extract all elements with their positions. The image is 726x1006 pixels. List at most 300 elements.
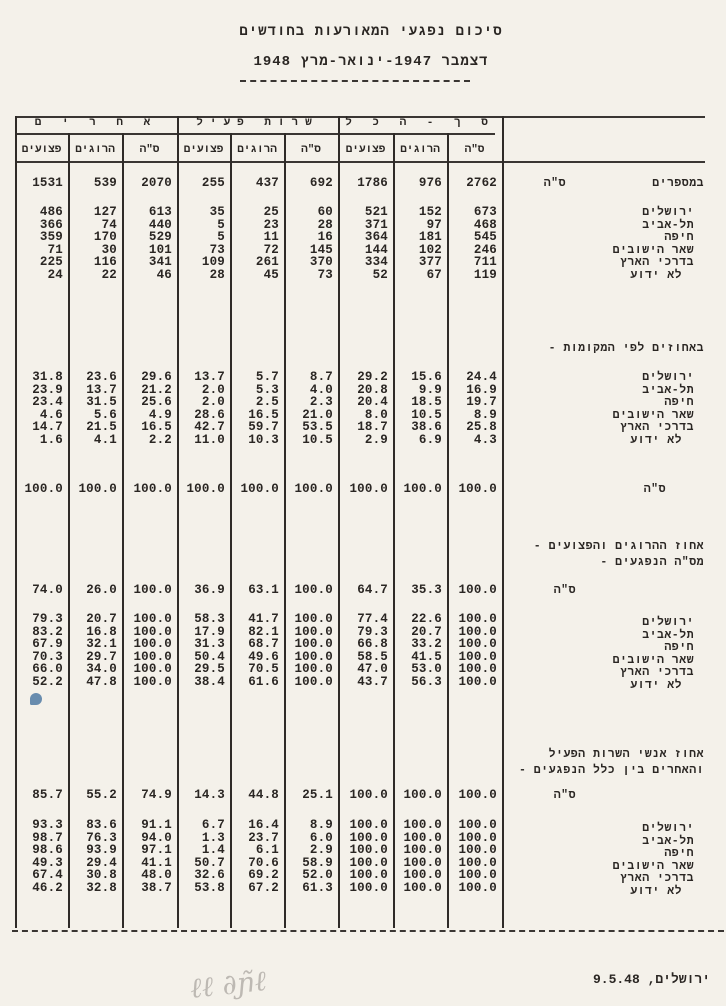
table-cell: 152 <box>418 205 442 219</box>
table-cell: 55.2 <box>86 788 117 802</box>
table-cell: 468 <box>473 217 497 232</box>
table-cell: 100.0 <box>186 482 225 496</box>
table-cell: 29.7 <box>86 649 117 664</box>
table-cell: 145 <box>309 242 333 257</box>
table-cell: 31.3 <box>194 637 225 652</box>
row-label: ס"ה <box>643 483 666 496</box>
table-cell: 20.4 <box>357 395 388 410</box>
table-cell: 29.6 <box>141 370 172 384</box>
table-cell: 170 <box>93 230 117 245</box>
table-cell: 20.8 <box>357 382 388 397</box>
table-cell: 35.3 <box>411 583 442 597</box>
row-label: ס"ה <box>553 789 576 802</box>
table-cell: 14.7 <box>32 420 63 435</box>
row-label: בדרכי הארץ <box>619 666 694 680</box>
table-cell: 2070 <box>141 176 172 190</box>
row-label: חיפה <box>664 396 694 410</box>
table-cell: 24 <box>47 268 63 282</box>
table-cell: 69.2 <box>248 868 279 883</box>
table-cell: 46.2 <box>32 881 63 895</box>
table-cell: 44.8 <box>248 788 279 802</box>
subheader-rule <box>15 161 705 163</box>
table-cell: 76.3 <box>86 830 117 845</box>
table-cell: 100.0 <box>78 482 117 496</box>
column-subheader: הרוגים <box>400 144 440 156</box>
column-divider <box>502 116 504 928</box>
row-label: שאר הישובים <box>612 653 694 667</box>
table-cell: 4.0 <box>309 382 333 397</box>
table-cell: 100.0 <box>294 675 333 689</box>
table-cell: 50.4 <box>194 649 225 664</box>
table-bottom-border <box>12 930 724 932</box>
table-cell: 100.0 <box>349 855 388 870</box>
table-cell: 539 <box>93 176 117 190</box>
column-subheader: פצועים <box>21 144 62 156</box>
table-cell: 100.0 <box>133 675 172 689</box>
table-cell: 15.6 <box>411 370 442 384</box>
table-cell: 100.0 <box>458 830 497 845</box>
table-cell: 486 <box>39 205 63 219</box>
table-cell: 34.0 <box>86 662 117 677</box>
table-cell: 100.0 <box>240 482 279 496</box>
column-subheader: ס"ה <box>139 144 160 156</box>
table-cell: 16.4 <box>248 818 279 832</box>
table-cell: 77.4 <box>357 612 388 626</box>
table-cell: 2762 <box>466 176 497 190</box>
table-cell: 100.0 <box>349 881 388 895</box>
table-cell: 377 <box>418 255 442 270</box>
table-cell: 26.0 <box>86 583 117 597</box>
table-cell: 10.5 <box>302 433 333 447</box>
table-cell: 67.4 <box>32 868 63 883</box>
column-subheader: הרוגים <box>75 144 115 156</box>
table-cell: 100.0 <box>294 624 333 639</box>
table-cell: 1.4 <box>201 843 225 858</box>
column-group-header: שרות פעיל <box>196 117 319 129</box>
table-cell: 53.0 <box>411 662 442 677</box>
table-cell: 100.0 <box>458 624 497 639</box>
table-cell: 53.5 <box>302 420 333 435</box>
row-label: תל-אביב <box>642 834 694 848</box>
table-cell: 1.3 <box>201 830 225 845</box>
row-label: לא ידוע <box>630 885 682 898</box>
table-cell: 33.2 <box>411 637 442 652</box>
table-cell: 11.0 <box>194 433 225 447</box>
table-cell: 370 <box>309 255 333 270</box>
table-cell: 21.2 <box>141 382 172 397</box>
table-cell: 8.9 <box>309 818 333 832</box>
table-cell: 20.7 <box>86 612 117 626</box>
table-cell: 42.7 <box>194 420 225 435</box>
table-cell: 31.8 <box>32 370 63 384</box>
table-cell: 359 <box>39 230 63 245</box>
table-cell: 21.5 <box>86 420 117 435</box>
table-cell: 100.0 <box>403 855 442 870</box>
table-cell: 4.9 <box>148 407 172 422</box>
row-label: ירושלים <box>642 371 694 384</box>
table-cell: 61.3 <box>302 881 333 895</box>
row-label: שאר הישובים <box>612 243 694 257</box>
table-cell: 976 <box>418 176 442 190</box>
table-cell: 100.0 <box>294 637 333 652</box>
table-cell: 100.0 <box>294 482 333 496</box>
table-cell: 4.1 <box>93 433 117 447</box>
table-cell: 82.1 <box>248 624 279 639</box>
table-cell: 246 <box>473 242 497 257</box>
table-cell: 101 <box>148 242 172 257</box>
table-cell: 16.9 <box>466 382 497 397</box>
table-cell: 127 <box>93 205 117 219</box>
table-cell: 72 <box>263 242 279 257</box>
table-cell: 41.5 <box>411 649 442 664</box>
table-cell: 23.4 <box>32 395 63 410</box>
document-footer-date: ירושלים, 9.5.48 <box>592 972 710 987</box>
table-cell: 2.9 <box>309 843 333 858</box>
table-cell: 47.0 <box>357 662 388 677</box>
table-cell: 30.8 <box>86 868 117 883</box>
table-cell: 25 <box>263 205 279 219</box>
table-cell: 70.3 <box>32 649 63 664</box>
table-cell: 4.6 <box>39 407 63 422</box>
table-cell: 100.0 <box>349 843 388 858</box>
table-cell: 1.6 <box>39 433 63 447</box>
table-cell: 341 <box>148 255 172 270</box>
table-cell: 66.8 <box>357 637 388 652</box>
table-cell: 91.1 <box>141 818 172 832</box>
table-cell: 73 <box>209 242 225 257</box>
row-label: לא ידוע <box>630 679 682 692</box>
table-cell: 4.3 <box>473 433 497 447</box>
table-cell: 61.6 <box>248 675 279 689</box>
table-cell: 43.7 <box>357 675 388 689</box>
table-cell: 21.0 <box>302 407 333 422</box>
table-cell: 100.0 <box>458 868 497 883</box>
table-cell: 2.0 <box>201 395 225 410</box>
table-cell: 97.1 <box>141 843 172 858</box>
table-cell: 19.7 <box>466 395 497 410</box>
table-cell: 102 <box>418 242 442 257</box>
table-cell: 255 <box>201 176 225 190</box>
table-cell: 100.0 <box>458 788 497 802</box>
table-cell: 28.6 <box>194 407 225 422</box>
table-cell: 25.6 <box>141 395 172 410</box>
table-cell: 5.7 <box>255 370 279 384</box>
table-cell: 25.8 <box>466 420 497 435</box>
table-cell: 100.0 <box>458 818 497 832</box>
table-cell: 79.3 <box>32 612 63 626</box>
group-header-rule <box>15 133 495 135</box>
table-cell: 49.3 <box>32 855 63 870</box>
table-cell: 100.0 <box>458 843 497 858</box>
table-cell: 10.3 <box>248 433 279 447</box>
table-cell: 48.0 <box>141 868 172 883</box>
column-subheader: ס"ה <box>301 144 321 156</box>
table-cell: 10.5 <box>411 407 442 422</box>
table-cell: 52.2 <box>32 675 63 689</box>
row-label: והאחרים בין כלל הנפגעים - <box>518 764 704 777</box>
table-cell: 35 <box>209 205 225 219</box>
table-cell: 6.7 <box>201 818 225 832</box>
table-cell: 25.1 <box>302 788 333 802</box>
table-cell: 50.7 <box>194 855 225 870</box>
row-label: באחוזים לפי המקומות - <box>548 342 704 355</box>
table-cell: 53.8 <box>194 881 225 895</box>
table-cell: 22.6 <box>411 612 442 626</box>
row-label: במספרים <box>652 177 704 190</box>
table-cell: 70.6 <box>248 855 279 870</box>
title-underline <box>240 80 470 82</box>
table-cell: 100.0 <box>458 662 497 677</box>
table-cell: 100.0 <box>458 612 497 626</box>
table-cell: 100.0 <box>403 843 442 858</box>
table-cell: 371 <box>364 217 388 232</box>
table-cell: 100.0 <box>458 649 497 664</box>
table-cell: 70.5 <box>248 662 279 677</box>
table-cell: 144 <box>364 242 388 257</box>
table-cell: 2.5 <box>255 395 279 410</box>
table-cell: 100.0 <box>403 818 442 832</box>
table-cell: 18.7 <box>357 420 388 435</box>
row-label: תל-אביב <box>642 218 694 232</box>
table-cell: 16.5 <box>248 407 279 422</box>
row-label: חיפה <box>664 641 694 655</box>
table-cell: 2.2 <box>148 433 172 447</box>
table-cell: 56.3 <box>411 675 442 689</box>
row-label: ירושלים <box>642 206 694 219</box>
table-cell: 261 <box>255 255 279 270</box>
table-cell: 74 <box>101 217 117 232</box>
row-label: בדרכי הארץ <box>619 256 694 270</box>
table-cell: 100.0 <box>458 583 497 597</box>
table-cell: 100.0 <box>349 868 388 883</box>
table-cell: 11 <box>263 230 279 245</box>
table-cell: 31.5 <box>86 395 117 410</box>
table-cell: 9.9 <box>418 382 442 397</box>
table-cell: 440 <box>148 217 172 232</box>
table-cell: 100.0 <box>133 662 172 677</box>
column-group-header: ס ך - ה כ ל <box>345 117 495 129</box>
document-title: סיכום נפגעי המאורעות בחודשים <box>239 24 503 40</box>
table-cell: 2.3 <box>309 395 333 410</box>
table-cell: 85.7 <box>32 788 63 802</box>
column-subheader: פצועים <box>345 144 386 156</box>
table-cell: 58.3 <box>194 612 225 626</box>
table-cell: 16.5 <box>141 420 172 435</box>
table-cell: 38.7 <box>141 881 172 895</box>
table-cell: 100.0 <box>403 868 442 883</box>
table-cell: 66.0 <box>32 662 63 677</box>
row-label: בדרכי הארץ <box>619 872 694 886</box>
table-cell: 692 <box>309 176 333 190</box>
table-cell: 5.6 <box>93 407 117 422</box>
column-subheader: הרוגים <box>237 144 277 156</box>
table-cell: 24.4 <box>466 370 497 384</box>
table-cell: 13.7 <box>194 370 225 384</box>
table-cell: 100.0 <box>458 855 497 870</box>
table-cell: 52.0 <box>302 868 333 883</box>
table-cell: 13.7 <box>86 382 117 397</box>
table-cell: 100.0 <box>133 482 172 496</box>
table-cell: 100.0 <box>458 675 497 689</box>
table-cell: 58.9 <box>302 855 333 870</box>
table-cell: 67.9 <box>32 637 63 652</box>
row-label: אחוז אנשי השרות הפעיל <box>548 748 704 761</box>
table-cell: 5.3 <box>255 382 279 397</box>
table-cell: 68.7 <box>248 637 279 652</box>
table-cell: 100.0 <box>349 482 388 496</box>
table-cell: 8.7 <box>309 370 333 384</box>
column-subheader: ס"ה <box>464 144 485 156</box>
table-cell: 100.0 <box>294 612 333 626</box>
table-cell: 14.3 <box>194 788 225 802</box>
table-cell: 46 <box>156 268 172 282</box>
table-cell: 100.0 <box>133 583 172 597</box>
row-label: ירושלים <box>642 822 694 835</box>
table-cell: 100.0 <box>24 482 63 496</box>
table-cell: 119 <box>473 268 497 282</box>
table-cell: 613 <box>148 205 172 219</box>
table-cell: 47.8 <box>86 675 117 689</box>
table-cell: 64.7 <box>357 583 388 597</box>
table-cell: 74.9 <box>141 788 172 802</box>
table-cell: 100.0 <box>133 637 172 652</box>
table-cell: 116 <box>93 255 117 270</box>
ink-blot-icon <box>30 693 42 705</box>
document-subtitle: דצמבר 1947-ינואר-מרץ 1948 <box>253 54 489 70</box>
row-label: מס"ה הנפגעים - <box>600 556 704 569</box>
table-cell: 100.0 <box>349 818 388 832</box>
table-cell: 6.0 <box>309 830 333 845</box>
table-cell: 18.5 <box>411 395 442 410</box>
table-cell: 74.0 <box>32 583 63 597</box>
table-cell: 29.2 <box>357 370 388 384</box>
table-cell: 181 <box>418 230 442 245</box>
table-cell: 100.0 <box>133 624 172 639</box>
table-cell: 49.6 <box>248 649 279 664</box>
table-cell: 71 <box>47 242 63 257</box>
table-cell: 17.9 <box>194 624 225 639</box>
table-cell: 2.9 <box>364 433 388 447</box>
table-cell: 366 <box>39 217 63 232</box>
row-label: שאר הישובים <box>612 408 694 422</box>
table-cell: 5 <box>217 217 225 232</box>
table-cell: 8.0 <box>364 407 388 422</box>
table-cell: 36.9 <box>194 583 225 597</box>
table-cell: 100.0 <box>458 881 497 895</box>
table-cell: 5 <box>217 230 225 245</box>
table-cell: 20.7 <box>411 624 442 639</box>
table-cell: 334 <box>364 255 388 270</box>
table-cell: 93.3 <box>32 818 63 832</box>
table-cell: 6.9 <box>418 433 442 447</box>
table-cell: 100.0 <box>458 637 497 652</box>
table-cell: 100.0 <box>349 830 388 845</box>
table-cell: 437 <box>255 176 279 190</box>
table-cell: 100.0 <box>133 612 172 626</box>
table-cell: 83.6 <box>86 818 117 832</box>
table-cell: 83.2 <box>32 624 63 639</box>
table-cell: 67.2 <box>248 881 279 895</box>
table-cell: 41.1 <box>141 855 172 870</box>
table-cell: 529 <box>148 230 172 245</box>
table-cell: 79.3 <box>357 624 388 639</box>
row-label: אחוז ההרוגים והפצועים - <box>533 540 704 553</box>
table-cell: 1786 <box>357 176 388 190</box>
table-cell: 32.8 <box>86 881 117 895</box>
row-label: ירושלים <box>642 616 694 629</box>
table-cell: 2.0 <box>201 382 225 397</box>
table-cell: 100.0 <box>458 482 497 496</box>
table-cell: 6.1 <box>255 843 279 858</box>
table-cell: 98.6 <box>32 843 63 858</box>
table-cell: 521 <box>364 205 388 219</box>
row-label: לא ידוע <box>630 269 682 282</box>
row-label: חיפה <box>664 231 694 245</box>
table-cell: 41.7 <box>248 612 279 626</box>
table-cell: 59.7 <box>248 420 279 435</box>
table-cell: 23.6 <box>86 370 117 384</box>
handwritten-signature: ℓℓ ∂ɲ̃ℓ <box>188 964 268 1005</box>
table-cell: 23 <box>263 217 279 232</box>
table-cell: 29.4 <box>86 855 117 870</box>
table-cell: 58.5 <box>357 649 388 664</box>
table-cell: 16 <box>317 230 333 245</box>
table-cell: 100.0 <box>294 662 333 677</box>
row-label: חיפה <box>664 847 694 861</box>
table-cell: 32.1 <box>86 637 117 652</box>
table-cell: 100.0 <box>403 830 442 845</box>
row-label: ס"ה <box>543 177 566 190</box>
row-label: לא ידוע <box>630 434 682 447</box>
table-cell: 98.7 <box>32 830 63 845</box>
table-cell: 60 <box>317 205 333 219</box>
table-cell: 16.8 <box>86 624 117 639</box>
table-cell: 100.0 <box>403 788 442 802</box>
row-label: ס"ה <box>553 584 576 597</box>
table-cell: 38.6 <box>411 420 442 435</box>
table-cell: 100.0 <box>349 788 388 802</box>
table-cell: 1531 <box>32 176 63 190</box>
table-cell: 100.0 <box>294 583 333 597</box>
table-cell: 100.0 <box>294 649 333 664</box>
table-cell: 73 <box>317 268 333 282</box>
table-cell: 63.1 <box>248 583 279 597</box>
table-cell: 100.0 <box>403 881 442 895</box>
table-cell: 22 <box>101 268 117 282</box>
table-cell: 28 <box>317 217 333 232</box>
table-cell: 28 <box>209 268 225 282</box>
table-cell: 29.5 <box>194 662 225 677</box>
table-cell: 45 <box>263 268 279 282</box>
table-cell: 100.0 <box>403 482 442 496</box>
table-cell: 364 <box>364 230 388 245</box>
table-cell: 8.9 <box>473 407 497 422</box>
table-cell: 545 <box>473 230 497 245</box>
table-cell: 109 <box>201 255 225 270</box>
table-cell: 23.9 <box>32 382 63 397</box>
table-cell: 225 <box>39 255 63 270</box>
table-cell: 38.4 <box>194 675 225 689</box>
table-cell: 52 <box>372 268 388 282</box>
table-cell: 93.9 <box>86 843 117 858</box>
table-cell: 67 <box>426 268 442 282</box>
column-subheader: פצועים <box>183 144 224 156</box>
row-label: שאר הישובים <box>612 859 694 873</box>
row-label: תל-אביב <box>642 383 694 397</box>
table-cell: 711 <box>473 255 497 270</box>
row-label: תל-אביב <box>642 628 694 642</box>
table-cell: 30 <box>101 242 117 257</box>
